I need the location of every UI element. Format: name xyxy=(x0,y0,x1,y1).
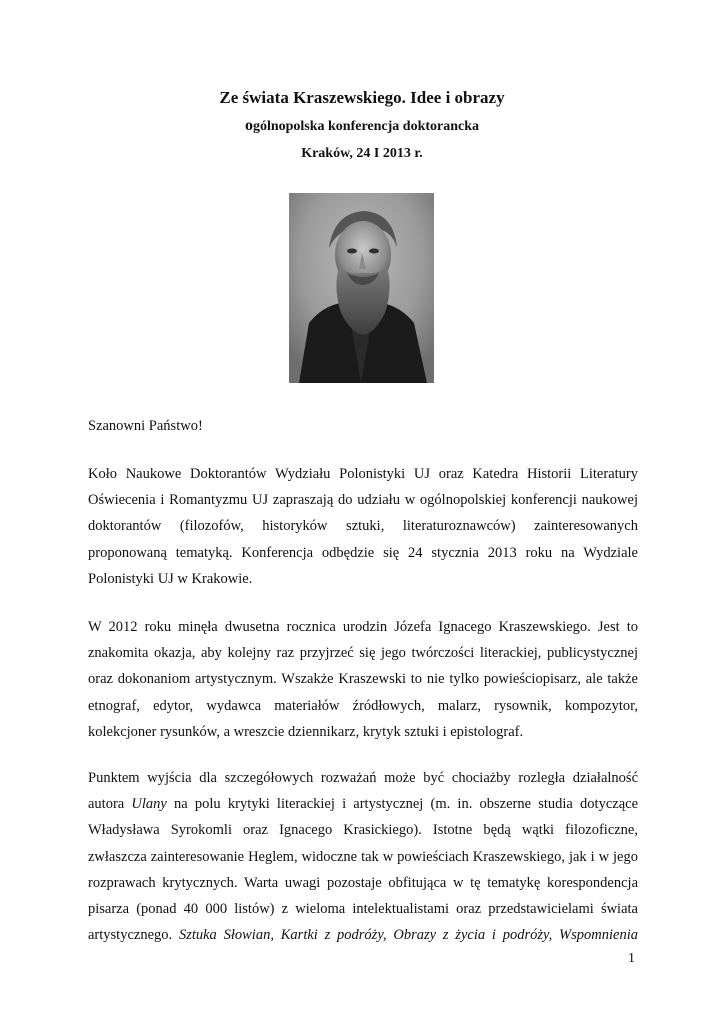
greeting: Szanowni Państwo! xyxy=(88,418,203,434)
paragraph-1-line: Koło Naukowe Doktorantów Wydziału Polonistyki UJ oraz Katedra Historii Literatury xyxy=(88,466,638,482)
paragraph-2 xyxy=(88,614,638,745)
document-date: Kraków, 24 I 2013 r. xyxy=(301,146,423,161)
paragraph-3-line xyxy=(88,922,638,948)
paragraph-3-line: pisarza (ponad 40 000 listów) z wieloma intelektualistami oraz przedstawicielami świata xyxy=(88,900,638,917)
portrait-photo xyxy=(289,193,434,383)
document-subtitle xyxy=(0,117,724,136)
paragraph-3-text: artystycznego. xyxy=(88,927,179,944)
paragraph-2-line: znakomita okazja, aby kolejny raz przyjrzeć się jego twórczości literackiej, publicystycznej xyxy=(88,645,638,662)
paragraph-3-text: autora xyxy=(88,796,132,813)
paragraph-2-line: kolekcjoner rysunków, a wreszcie dziennikarz, krytyk sztuki i epistolograf. xyxy=(88,723,524,740)
document-title: Ze świata Kraszewskiego. Idee i obrazy xyxy=(219,88,505,107)
book-titles-italic: Sztuka Słowian, Kartki z podróży, Obrazy z życia i podróży, Wspomnienia xyxy=(178,927,638,944)
paragraph-3-line: rozprawach krytycznych. Warta uwagi pozostaje obfitująca w tę tematykę korespondencja xyxy=(88,874,638,891)
paragraph-2-line: W 2012 roku minęła dwusetna rocznica urodzin Józefa Ignacego Kraszewskiego. Jest to xyxy=(88,619,638,635)
paragraph-3-text: na polu krytyki literackiej i artystycznej (m. in. obszerne studia dotyczące xyxy=(166,796,639,813)
page-number: 1 xyxy=(628,951,635,966)
paragraph-3-line xyxy=(88,791,638,817)
subtitle-first-letter: o xyxy=(244,117,253,134)
subtitle-rest: gólnopolska konferencja doktorancka xyxy=(252,119,480,134)
paragraph-1-line: Polonistyki UJ w Krakowie. xyxy=(88,570,253,587)
paragraph-1-line: Oświecenia i Romantyzmu UJ zapraszają do udziału w ogólnopolskiej konferencji naukowej xyxy=(88,492,638,509)
paragraph-1 xyxy=(88,461,638,592)
paragraph-3-line: zwłaszcza zainteresowanie Heglem, widoczne tak w powieściach Kraszewskiego, jak i w jego xyxy=(88,848,638,865)
paragraph-2-line: etnograf, edytor, wydawca materiałów źródłowych, malarz, rysownik, kompozytor, xyxy=(88,697,638,714)
book-title-ulany: Ulany xyxy=(131,796,167,813)
paragraph-3 xyxy=(88,765,638,948)
paragraph-3-line: Punktem wyjścia dla szczegółowych rozważań może być chociażby rozległa działalność xyxy=(88,770,638,786)
paragraph-3-line: Władysława Syrokomli oraz Ignacego Krasickiego). Istotne będą wątki filozoficzne, xyxy=(88,822,638,839)
paragraph-1-line: proponowaną tematyką. Konferencja odbędzie się 24 stycznia 2013 roku na Wydziale xyxy=(88,544,638,561)
paragraph-1-line: doktorantów (filozofów, historyków sztuki, literaturoznawców) zainteresowanych xyxy=(88,518,638,535)
paragraph-2-line: oraz dokonaniom artystycznym. Wszakże Kraszewski to nie tylko powieściopisarz, ale także xyxy=(88,671,638,688)
